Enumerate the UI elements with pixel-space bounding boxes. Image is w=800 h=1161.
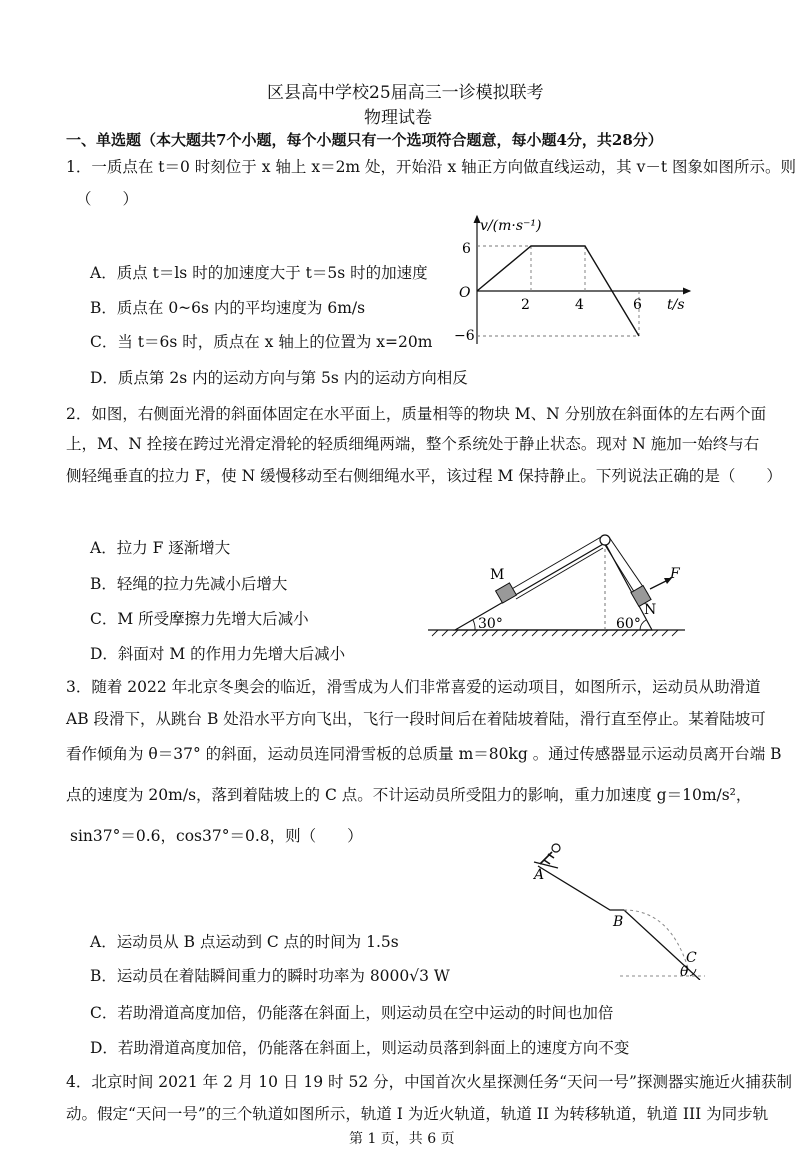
q1-option-a: A．质点 t＝ls 时的加速度大于 t＝5s 时的加速度 bbox=[90, 264, 428, 282]
label-n: N bbox=[644, 602, 657, 618]
q2-stem-line3: 侧轻绳垂直的拉力 F，使 N 缓慢移动至右侧细绳水平，该过程 M 保持静止。下列说法正确的是（ ） bbox=[66, 467, 782, 485]
pulley bbox=[600, 535, 610, 545]
q3-stem-line2: AB 段滑下，从跳台 B 处沿水平方向飞出，飞行一段时间后在着陆坡着陆，滑行直至停止。某着陆坡可 bbox=[66, 710, 766, 728]
q2-incline-figure bbox=[420, 528, 700, 643]
q4-stem-line1: 4．北京时间 2021 年 2 月 10 日 19 时 52 分，中国首次火星探测任务“天问一号”探测器实施近火捕获制 bbox=[66, 1073, 792, 1091]
q3-option-c: C．若助滑道高度加倍，仍能落在斜面上，则运动员在空中运动的时间也加倍 bbox=[90, 1004, 614, 1022]
x-tick-2: 2 bbox=[521, 297, 530, 313]
q2-stem-line2: 上，M、N 拴接在跨过光滑定滑轮的轻质细绳两端，整个系统处于静止状态。现对 N 施加一始终与右 bbox=[66, 435, 760, 453]
y-axis-label: v/(m·s⁻¹) bbox=[480, 218, 542, 234]
angle-60-arc bbox=[640, 620, 646, 630]
label-m: M bbox=[490, 567, 505, 583]
q2-stem-line1: 2．如图，右侧面光滑的斜面体固定在水平面上，质量相等的物块 M、N 分别放在斜面体的左右两个面 bbox=[66, 405, 767, 423]
x-tick-6: 6 bbox=[633, 297, 642, 313]
q3-stem-line1: 3．随着 2022 年北京冬奥会的临近，滑雪成为人们非常喜爱的运动项目，如图所示，运动员从助滑道 bbox=[66, 678, 761, 696]
x-tick-4: 4 bbox=[575, 297, 584, 313]
q1-option-b: B．质点在 0~6s 内的平均速度为 6m/s bbox=[90, 299, 366, 317]
q3-option-a: A．运动员从 B 点运动到 C 点的时间为 1.5s bbox=[90, 933, 399, 951]
rope-left-lower bbox=[516, 548, 603, 599]
label-f: F bbox=[670, 566, 680, 582]
origin-label: O bbox=[459, 285, 471, 301]
ground-hatching bbox=[432, 630, 678, 636]
angle-30-arc bbox=[473, 620, 475, 630]
q3-ski-figure bbox=[520, 840, 720, 980]
point-c-label: C bbox=[686, 950, 697, 966]
q4-stem-line2: 动。假定“天问一号”的三个轨道如图所示，轨道 I 为近火轨道，轨道 II 为转移轨道，轨道 III 为同步轨 bbox=[66, 1105, 769, 1123]
q3-stem-line3: 看作倾角为 θ＝37° 的斜面，运动员连同滑雪板的总质量 m＝80kg 。通过传感器显示运动员离开台端 B bbox=[66, 745, 782, 763]
y-tick-neg6: −6 bbox=[454, 328, 475, 344]
q2-option-c: C．M 所受摩擦力先增大后减小 bbox=[90, 610, 309, 628]
q1-vt-graph bbox=[450, 208, 710, 358]
q2-option-b: B．轻绳的拉力先减小后增大 bbox=[90, 575, 288, 593]
q1-stem-line1: 1．一质点在 t＝0 时刻位于 x 轴上 x＝2m 处，开始沿 x 轴正方向做直线运动，其 v－t 图象如图所示。则 bbox=[66, 158, 796, 176]
skier-icon bbox=[540, 852, 554, 864]
x-axis-label: t/s bbox=[667, 297, 685, 313]
q1-option-d: D．质点第 2s 内的运动方向与第 5s 内的运动方向相反 bbox=[90, 369, 468, 387]
q3-stem-line4: 点的速度为 20m/s，落到着陆坡上的 C 点。不计运动员所受阻力的影响，重力加速度 g＝10m/s²， bbox=[66, 786, 752, 804]
point-a-label: A bbox=[534, 867, 545, 883]
rope-left bbox=[510, 537, 601, 590]
q2-option-d: D．斜面对 M 的作用力先增大后减小 bbox=[90, 645, 346, 663]
angle-30-label: 30° bbox=[478, 616, 503, 632]
block-m bbox=[496, 583, 517, 603]
theta-label: θ bbox=[680, 964, 689, 980]
angle-60-label: 60° bbox=[616, 616, 641, 632]
point-b-label: B bbox=[613, 914, 624, 930]
q2-option-a: A．拉力 F 逐渐增大 bbox=[90, 539, 231, 557]
page-footer: 第 1 页，共 6 页 bbox=[349, 1131, 455, 1147]
q3-stem-line5: sin37°＝0.6，cos37°＝0.8，则（ ） bbox=[70, 827, 363, 845]
q1-option-c: C．当 t＝6s 时，质点在 x 轴上的位置为 x=20m bbox=[90, 333, 433, 351]
exam-subtitle: 物理试卷 bbox=[364, 108, 432, 128]
y-tick-6: 6 bbox=[462, 241, 471, 257]
section-heading: 一、单选题（本大题共7个小题，每个小题只有一个选项符合题意，每小题4分，共28分） bbox=[66, 131, 663, 149]
q3-option-d: D．若助滑道高度加倍，仍能落在斜面上，则运动员落到斜面上的速度方向不变 bbox=[90, 1039, 630, 1057]
q3-option-b: B．运动员在着陆瞬间重力的瞬时功率为 8000√3 W bbox=[90, 967, 450, 985]
exam-title: 区县高中学校25届高三一诊模拟联考 bbox=[267, 83, 544, 103]
q1-stem-line2: （ ） bbox=[76, 190, 139, 208]
skier-head bbox=[552, 844, 560, 852]
